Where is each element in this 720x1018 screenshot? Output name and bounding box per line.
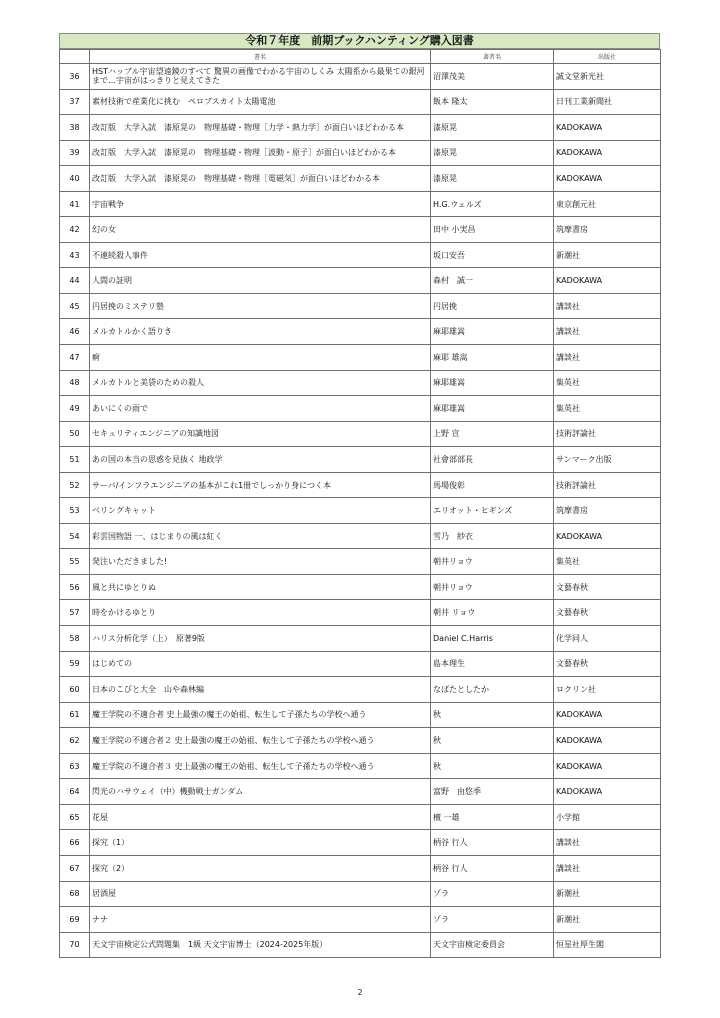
book-title: 探究（2） (90, 855, 431, 881)
book-title: 日本のこびと大全 山や森林編 (90, 677, 431, 703)
table-row (60, 421, 661, 447)
book-title: 不連続殺人事件 (90, 242, 431, 268)
author-name: エリオット・ヒギンズ (431, 498, 554, 524)
row-number: 44 (60, 268, 90, 294)
row-number: 41 (60, 191, 90, 217)
table-row (60, 855, 661, 881)
table-row (60, 907, 661, 933)
table-row (60, 728, 661, 754)
header-author: 著者名 (431, 50, 554, 64)
publisher-name: 集英社 (554, 396, 661, 422)
row-number: 61 (60, 702, 90, 728)
publisher-name: KADOKAWA (554, 523, 661, 549)
row-number: 67 (60, 855, 90, 881)
author-name: なばたとしたか (431, 677, 554, 703)
author-name: 円居挽 (431, 293, 554, 319)
publisher-name: 講談社 (554, 855, 661, 881)
table-row (60, 396, 661, 422)
header-no (60, 50, 90, 64)
book-title: 発注いただきました! (90, 549, 431, 575)
table-row (60, 881, 661, 907)
author-name: 麻耶雄嵩 (431, 370, 554, 396)
row-number: 64 (60, 779, 90, 805)
row-number: 37 (60, 89, 90, 115)
table-row (60, 447, 661, 473)
book-title: HSTハッブル宇宙望遠鏡のすべて 驚異の画像でわかる宇宙のしくみ 太陽系から最果ての銀河まで…宇宙がはっきりと見えてきた (90, 64, 431, 90)
row-number: 42 (60, 217, 90, 243)
publisher-name: KADOKAWA (554, 115, 661, 141)
table-row (60, 217, 661, 243)
publisher-name: 新潮社 (554, 242, 661, 268)
publisher-name: 筑摩書房 (554, 217, 661, 243)
publisher-name: KADOKAWA (554, 779, 661, 805)
row-number: 59 (60, 651, 90, 677)
author-name: 飯本 隆太 (431, 89, 554, 115)
book-title: 天文宇宙検定公式問題集 1級 天文宇宙博士（2024-2025年版） (90, 932, 431, 958)
publisher-name: KADOKAWA (554, 268, 661, 294)
author-name: Daniel C.Harris (431, 626, 554, 652)
publisher-name: KADOKAWA (554, 702, 661, 728)
table-row (60, 523, 661, 549)
table-row (60, 370, 661, 396)
author-name: 朝井リョウ (431, 574, 554, 600)
author-name: 漆原晃 (431, 140, 554, 166)
table-row (60, 268, 661, 294)
table-row (60, 932, 661, 958)
author-name: 秋 (431, 753, 554, 779)
row-number: 65 (60, 804, 90, 830)
book-title: ベリングキャット (90, 498, 431, 524)
row-number: 60 (60, 677, 90, 703)
author-name: 秋 (431, 702, 554, 728)
table-row (60, 549, 661, 575)
author-name: ゾラ (431, 881, 554, 907)
row-number: 68 (60, 881, 90, 907)
book-title: 魔王学院の不適合者 史上最強の魔王の始祖、転生して子孫たちの学校へ通う (90, 702, 431, 728)
author-name: 柄谷 行人 (431, 855, 554, 881)
publisher-name: KADOKAWA (554, 753, 661, 779)
table-row (60, 677, 661, 703)
row-number: 57 (60, 600, 90, 626)
row-number: 45 (60, 293, 90, 319)
book-title: メルカトルかく語りき (90, 319, 431, 345)
publisher-name: KADOKAWA (554, 728, 661, 754)
row-number: 49 (60, 396, 90, 422)
author-name: 朝井リョウ (431, 549, 554, 575)
table-row (60, 242, 661, 268)
publisher-name: 日刊工業新聞社 (554, 89, 661, 115)
author-name: 雪乃 紗衣 (431, 523, 554, 549)
publisher-name: 講談社 (554, 830, 661, 856)
publisher-name: 文藝春秋 (554, 651, 661, 677)
row-number: 62 (60, 728, 90, 754)
row-number: 56 (60, 574, 90, 600)
author-name: 秋 (431, 728, 554, 754)
row-number: 48 (60, 370, 90, 396)
table-row (60, 166, 661, 192)
row-number: 63 (60, 753, 90, 779)
book-title: 彩雲国物語 一、はじまりの風は紅く (90, 523, 431, 549)
book-title: あいにくの雨で (90, 396, 431, 422)
publisher-name: KADOKAWA (554, 140, 661, 166)
table-body (60, 64, 661, 958)
book-title: 閃光のハサウェイ（中）機動戦士ガンダム (90, 779, 431, 805)
author-name: 馬場俊彰 (431, 472, 554, 498)
header-publisher: 出版社 (554, 50, 661, 64)
header-book-title: 書名 (90, 50, 431, 64)
publisher-name: 技術評論社 (554, 421, 661, 447)
table-row (60, 115, 661, 141)
publisher-name: 講談社 (554, 345, 661, 371)
publisher-name: 小学館 (554, 804, 661, 830)
row-number: 69 (60, 907, 90, 933)
book-title: 人間の証明 (90, 268, 431, 294)
book-title: サーバ/インフラエンジニアの基本がこれ1冊でしっかり身につく本 (90, 472, 431, 498)
book-title: メルカトルと美袋のための殺人 (90, 370, 431, 396)
publisher-name: 文藝春秋 (554, 574, 661, 600)
book-title: 風と共にゆとりぬ (90, 574, 431, 600)
table-row (60, 472, 661, 498)
publisher-name: サンマーク出版 (554, 447, 661, 473)
publisher-name: 東京創元社 (554, 191, 661, 217)
table-row (60, 293, 661, 319)
publisher-name: 新潮社 (554, 907, 661, 933)
table-row (60, 753, 661, 779)
author-name: 漆原晃 (431, 166, 554, 192)
table-row (60, 319, 661, 345)
author-name: 麻耶 雄嵩 (431, 345, 554, 371)
book-title: あの国の本当の思惑を見抜く 地政学 (90, 447, 431, 473)
publisher-name: 講談社 (554, 293, 661, 319)
table-row (60, 804, 661, 830)
table-row (60, 702, 661, 728)
publisher-name: 集英社 (554, 370, 661, 396)
table-row (60, 626, 661, 652)
book-title: セキュリティエンジニアの知識地図 (90, 421, 431, 447)
author-name: 麻耶雄嵩 (431, 396, 554, 422)
author-name: 田中 小実昌 (431, 217, 554, 243)
author-name: 麻耶雄嵩 (431, 319, 554, 345)
book-title: 魔王学院の不適合者３ 史上最強の魔王の始祖、転生して子孫たちの学校へ通う (90, 753, 431, 779)
table-row (60, 830, 661, 856)
row-number: 70 (60, 932, 90, 958)
page-title: 令和７年度 前期ブックハンティング購入図書 (59, 33, 660, 49)
row-number: 55 (60, 549, 90, 575)
book-title: 魔王学院の不適合者２ 史上最強の魔王の始祖、転生して子孫たちの学校へ通う (90, 728, 431, 754)
book-title: 探究（1） (90, 830, 431, 856)
author-name: 島本理生 (431, 651, 554, 677)
book-list-sheet (59, 33, 660, 958)
row-number: 39 (60, 140, 90, 166)
publisher-name: 新潮社 (554, 881, 661, 907)
publisher-name: 集英社 (554, 549, 661, 575)
publisher-name: 誠文堂新光社 (554, 64, 661, 90)
book-title: 幻の女 (90, 217, 431, 243)
book-title: 時をかけるゆとり (90, 600, 431, 626)
table-row (60, 651, 661, 677)
table-header-row (60, 50, 661, 64)
row-number: 50 (60, 421, 90, 447)
book-title: 素材技術で産業化に挑む ペロブスカイト太陽電池 (90, 89, 431, 115)
book-title: はじめての (90, 651, 431, 677)
author-name: 富野 由悠季 (431, 779, 554, 805)
table-row (60, 600, 661, 626)
row-number: 38 (60, 115, 90, 141)
table-row (60, 191, 661, 217)
row-number: 36 (60, 64, 90, 90)
table-row (60, 498, 661, 524)
publisher-name: 技術評論社 (554, 472, 661, 498)
book-title: ハリス分析化学（上） 原著9版 (90, 626, 431, 652)
table-row (60, 345, 661, 371)
row-number: 43 (60, 242, 90, 268)
book-title: 改訂版 大学入試 漆原晃の 物理基礎・物理［力学・熱力学］が面白いほどわかる本 (90, 115, 431, 141)
book-title: 円居挽のミステリ塾 (90, 293, 431, 319)
author-name: 上野 宣 (431, 421, 554, 447)
page-number: 2 (357, 988, 363, 997)
author-name: 天文宇宙検定委員会 (431, 932, 554, 958)
author-name: ゾラ (431, 907, 554, 933)
publisher-name: 恒星社厚生閣 (554, 932, 661, 958)
author-name: H.G.ウェルズ (431, 191, 554, 217)
row-number: 40 (60, 166, 90, 192)
publisher-name: 化学同人 (554, 626, 661, 652)
publisher-name: ロクリン社 (554, 677, 661, 703)
author-name: 檀 一雄 (431, 804, 554, 830)
row-number: 51 (60, 447, 90, 473)
table-row (60, 140, 661, 166)
row-number: 46 (60, 319, 90, 345)
row-number: 47 (60, 345, 90, 371)
book-title: ナナ (90, 907, 431, 933)
author-name: 森村 誠一 (431, 268, 554, 294)
row-number: 66 (60, 830, 90, 856)
author-name: 漆原晃 (431, 115, 554, 141)
table-row (60, 64, 661, 90)
author-name: 坂口安吾 (431, 242, 554, 268)
author-name: 柄谷 行人 (431, 830, 554, 856)
book-title: 宇宙戦争 (90, 191, 431, 217)
row-number: 58 (60, 626, 90, 652)
publisher-name: KADOKAWA (554, 166, 661, 192)
table-row (60, 574, 661, 600)
table-row (60, 89, 661, 115)
author-name: 社會部部長 (431, 447, 554, 473)
publisher-name: 講談社 (554, 319, 661, 345)
book-title: 改訂版 大学入試 漆原晃の 物理基礎・物理［電磁気］が面白いほどわかる本 (90, 166, 431, 192)
table-row (60, 779, 661, 805)
book-title: 痾 (90, 345, 431, 371)
book-title: 花屋 (90, 804, 431, 830)
publisher-name: 文藝春秋 (554, 600, 661, 626)
book-title: 改訂版 大学入試 漆原晃の 物理基礎・物理［波動・原子］が面白いほどわかる本 (90, 140, 431, 166)
row-number: 52 (60, 472, 90, 498)
publisher-name: 筑摩書房 (554, 498, 661, 524)
book-table (59, 49, 661, 958)
author-name: 沼澤茂美 (431, 64, 554, 90)
book-title: 居酒屋 (90, 881, 431, 907)
row-number: 54 (60, 523, 90, 549)
row-number: 53 (60, 498, 90, 524)
author-name: 朝井 リョウ (431, 600, 554, 626)
